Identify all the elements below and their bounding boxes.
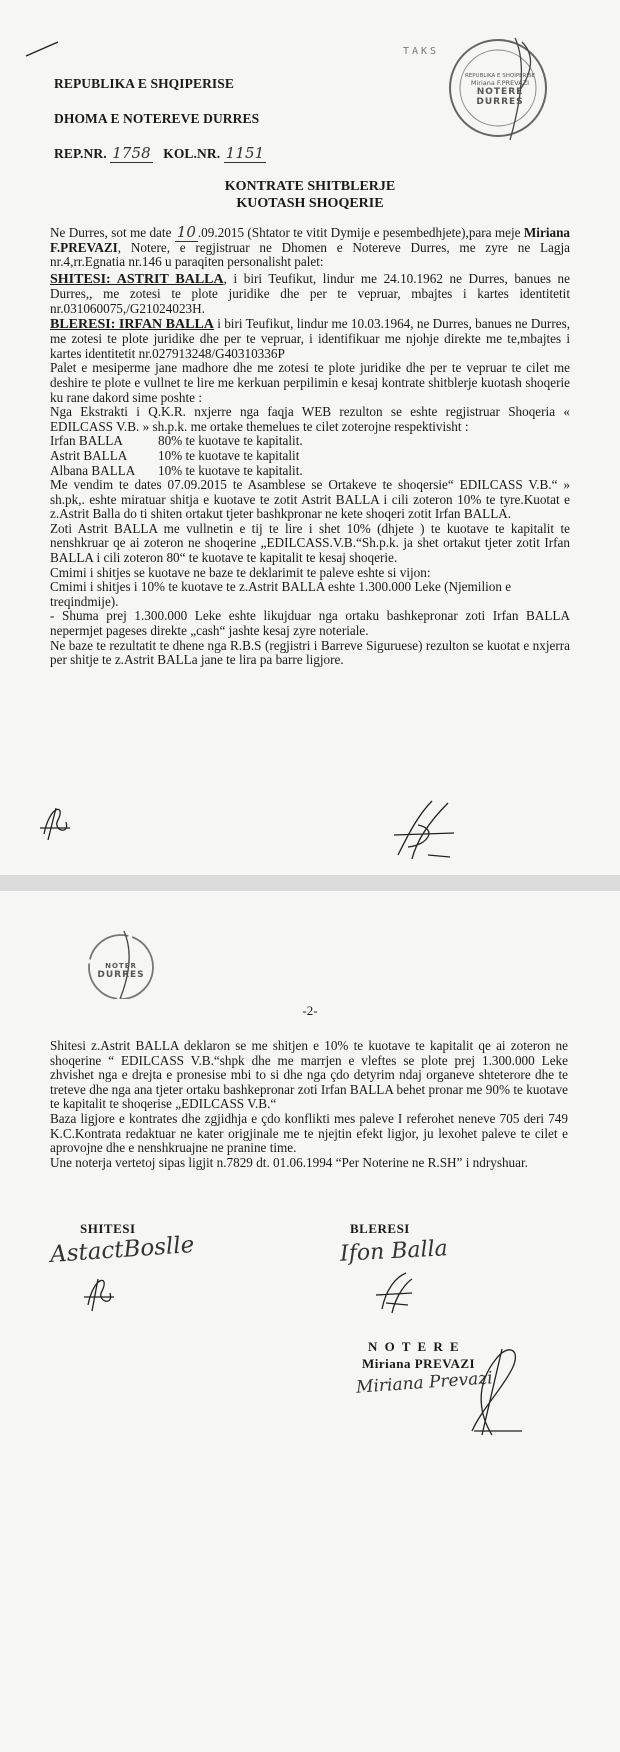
seller-label: SHITESI: ASTRIT BALLA (50, 271, 224, 287)
decision-paragraph: Me vendim te dates 07.09.2015 te Asamblese se Ortakeve te shoqersie“ EDILCASS V.B.“ » sh.pk,. eshte miratuar shitja e kuotave te zotit Astrit BALLA i cili zoteron 10% te tyre.Kuotat e z.Astrit Balla do ti shiten ortakut tjeter bashkpronar ne kete shoqeri zotit Irfan BALLA. (50, 477, 570, 522)
sale-paragraph: Zoti Astrit BALLA me vullnetin e tij te lire i shet 10% (dhjete ) te kuotave te kapitalit te nenshkruar qe ai zoteron ne shoqerine „EDILCASS.V.B.“Sh.p.k. ja shet ortakut tjeter zotit Irfan BALLA i cili zoteron 80“ te kuotave te kapitalit te kesaj shoqerie. (50, 520, 570, 566)
reference-numbers (54, 144, 266, 162)
notary-handwritten-signature: Miriana Prevazi (355, 1368, 494, 1398)
kol-number: 1151 (225, 144, 265, 162)
rbs-paragraph: Ne baze te rezultatit te dhene nga R.B.S (regjistri i Barreve Siguruese) rezulton se kuotat e nxjerra per shitje te z.Astrit BALLa jane te lira pa barre ligjore. (50, 637, 570, 668)
chamber-heading: DHOMA E NOTEREVE DURRES (54, 111, 260, 126)
price-basis-paragraph: Cmimi i shitjes se kuotave ne baze te deklarimit te paleve eshte si vijon: (50, 564, 431, 580)
notary-name-label: Miriana PREVAZI (362, 1356, 476, 1371)
notary-seal-text-page-2 (96, 951, 146, 991)
notary-signature-flourish (452, 1339, 532, 1439)
legal-basis-paragraph: Baza ligjore e kontrates dhe zgjidhja e çdo konflikti mes paleve I referohet neneve 705 deri 749 K.C.Kontrata redaktuar ne kater origjinale me te njejtin efekt ligjor, ju lexohet paleve te cilet e aprovojne dhe e nenshkruajne ne pranine time. (50, 1110, 568, 1156)
notary-name: Miriana F.PREVAZI (50, 225, 571, 255)
buyer-initials (372, 1269, 416, 1317)
handwritten-day: 10 (176, 223, 196, 241)
price-paragraph: Cmimi i shitjes i 10% te kuotave te z.Astrit BALLA eshte 1.300.000 Leke (Njemilion e treqindmije). (50, 579, 512, 609)
seal-city-text: DURRES (476, 97, 524, 107)
seller-initials (80, 1271, 120, 1313)
notary-role-label: N O T E R E (368, 1339, 461, 1354)
seller-paragraph: SHITESI: ASTRIT BALLA, i biri Teufikut, lindur me 24.10.1962 ne Durres, banues ne Durres,, me zotesi te plote juridike dhe per te vepruar, mbajtes i kartes identitetit nr.031060075,/G21024023H. (50, 270, 570, 316)
extract-paragraph: Nga Ekstrakti i Q.K.R. nxjerre nga faqja WEB rezulton se eshte regjistruar Shoqeria « EDILCASS V.B. » sh.p.k. me ortake themelues te cilet zoterojne respektivisht : (50, 404, 570, 434)
rep-number: 1758 (112, 144, 151, 162)
buyer-label: BLERESI: IRFAN BALLA (50, 316, 214, 332)
declaration-paragraph: Shitesi z.Astrit BALLA deklaron se me shitjen e 10% te kuotave te kapitalit qe ai zoteron ne shoqerine “ EDILCASS V.B.“shpk dhe me marrjen e vleftes se plote prej 1.300.000 Leke zhvishet nga e drejta e pronesise mbi to si dhe nga çdo detyrim ndaj organeve shteterore dhe te treteve dhe nga ana tjeter ortaku bashkepronar zoti Irfan BALLA behet pronar me 90% te kuotave te kapitalit te shoqerise „EDILCASS V.B.“ (50, 1038, 568, 1112)
seller-handwritten-signature: AstactBoslle (49, 1231, 196, 1269)
seal-role-text: NOTER (105, 962, 137, 970)
document-page-1 (0, 0, 620, 875)
rep-label: REP.NR. (54, 146, 107, 161)
kol-label: KOL.NR. (163, 146, 221, 161)
stamp-text: TAKS (403, 46, 440, 57)
pen-mark (24, 38, 60, 60)
seal-role-text: NOTERE (476, 87, 524, 97)
certification-paragraph: Une noterja vertetoj sipas ligjit n.7829 dt. 01.06.1994 “Per Noterine ne R.SH” i ndryshuar. (50, 1154, 528, 1170)
page-number: -2- (302, 1003, 318, 1018)
parties-paragraph: Palet e mesiperme jane madhore dhe me zotesi te plote juridike dhe per te vepruar te cilet me deshire te plote e vullnet te lire me kerkuan perpilimin e kesaj kontrate shitblerje kuotash shoqerie ku rane dakord sime poshte : (50, 360, 570, 405)
buyer-paragraph: BLERESI: IRFAN BALLA i biri Teufikut, lindur me 10.03.1964, ne Durres, banues ne Durres, me zotesi te plote juridike dhe per te vepruar, i identifikuar me njohje direkte me te,mbajtes i kartes identitetit nr.027913248/G40310336P (50, 315, 571, 361)
initials-signature-left (36, 800, 76, 844)
contract-body-page-1 (50, 225, 570, 668)
share-row: Albana BALLA 10% te kuotave te kapitalit. (50, 462, 303, 478)
seal-city-text: DURRES (97, 970, 145, 980)
share-row: Irfan BALLA 80% te kuotave te kapitalit. (50, 433, 303, 449)
notary-seal-text (460, 50, 540, 130)
buyer-role-label: BLERESI (350, 1221, 410, 1236)
share-row: Astrit BALLA 10% te kuotave te kapitalit (50, 447, 300, 463)
initials-signature-right (388, 795, 460, 865)
seal-ring-text: REPUBLIKA E SHQIPERISE (464, 73, 536, 79)
contract-title: KONTRATE SHITBLERJE (224, 179, 396, 194)
contract-subtitle: KUOTASH SHOQERIE (236, 196, 384, 211)
document-page-2 (0, 891, 620, 1752)
contract-body-page-2 (50, 1039, 568, 1170)
page-separator (0, 875, 620, 891)
seller-role-label: SHITESI (80, 1221, 136, 1236)
payment-paragraph: - Shuma prej 1.300.000 Leke eshte likujduar nga ortaku bashkepronar zoti Irfan BALLA nepermjet pageses direkte „cash“ jashte kesaj zyre noteriale. (50, 608, 570, 639)
shares-list (50, 434, 570, 478)
seal-name-text: Miriana F.PREVAZI (470, 79, 530, 87)
intro-paragraph: Ne Durres, sot me date 10 .09.2015 (Shtator te vitit Dymije e pesembedhjete),para meje Miriana F.PREVAZI, Notere, e regjistruar ne Dhomen e Notereve Durres, me zyre ne Lagja nr.4,rr.Egnatia nr.146 u paraqiten personalisht palet: (50, 223, 571, 270)
republic-heading: REPUBLIKA E SHQIPERISE (54, 76, 235, 91)
buyer-handwritten-signature: Ifon Balla (339, 1236, 449, 1267)
